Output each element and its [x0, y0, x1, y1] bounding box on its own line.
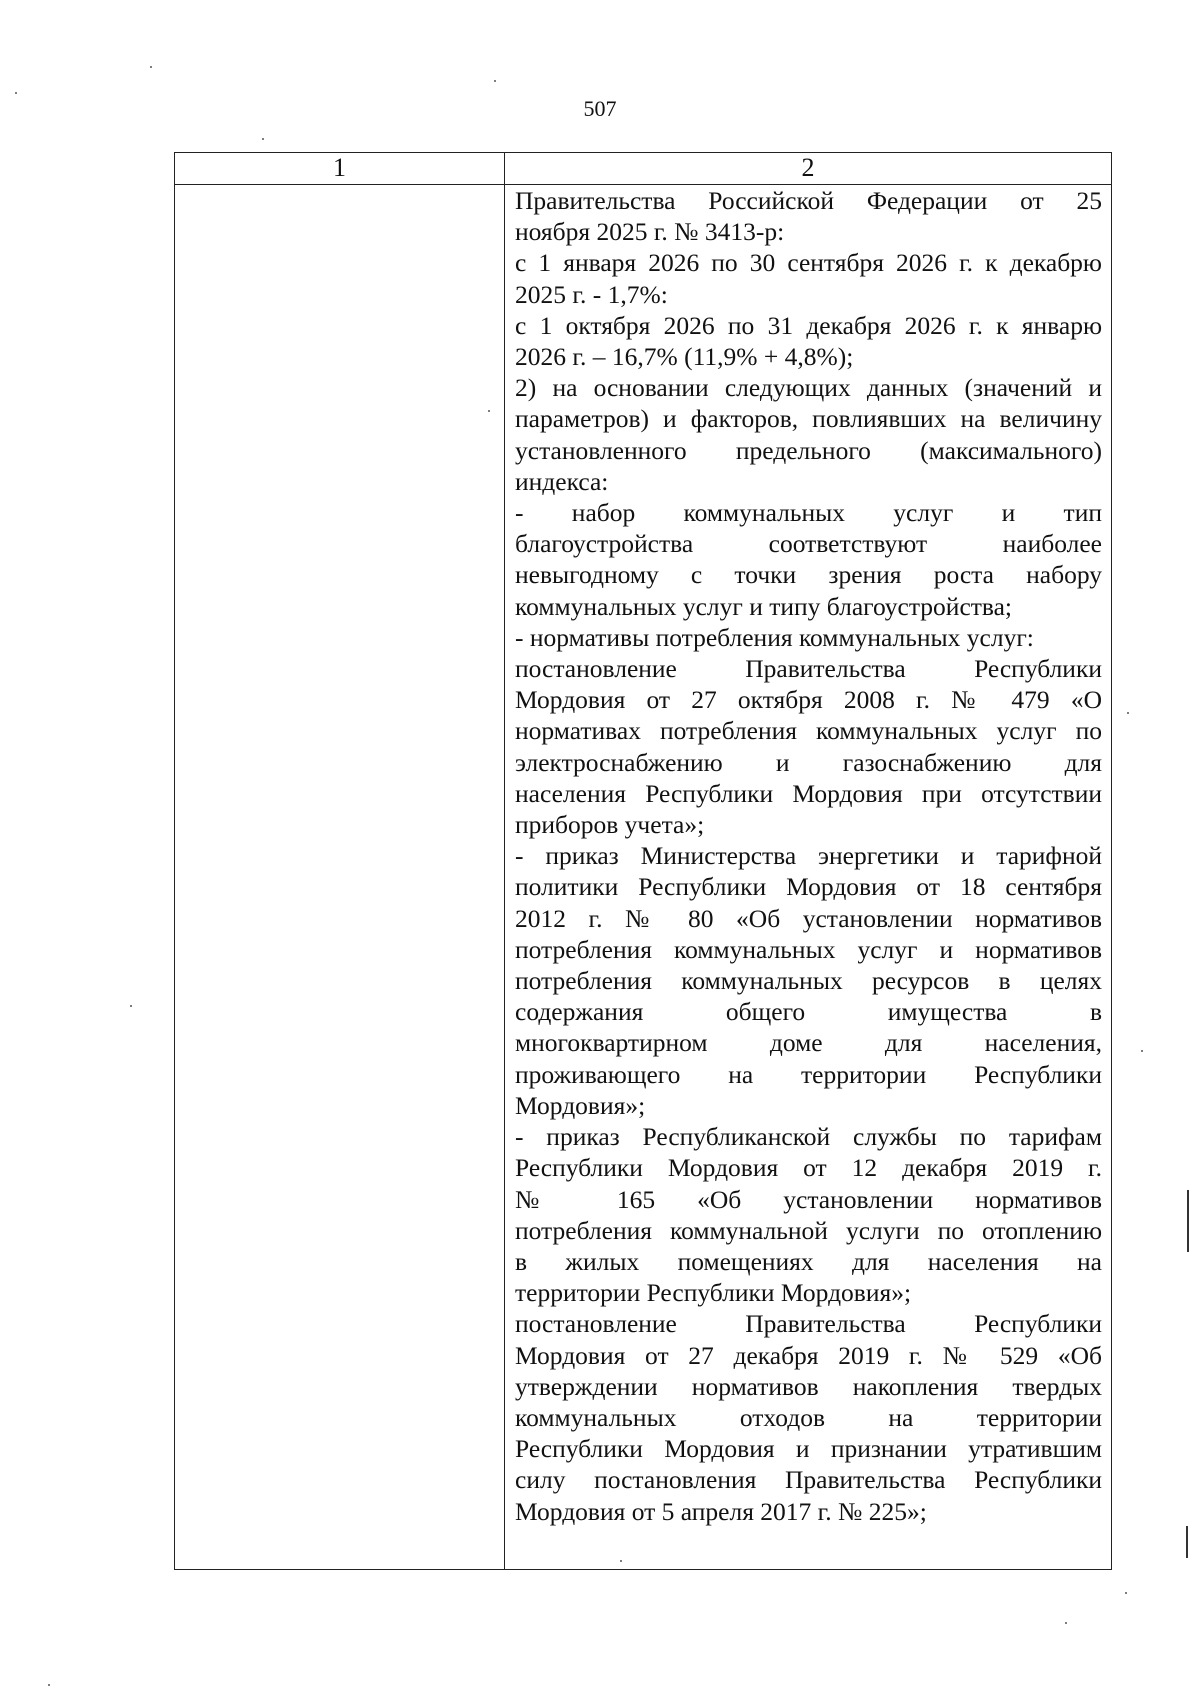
text-line: нормативах потребления коммунальных услуг по [515, 716, 1102, 746]
page-number: 507 [583, 96, 617, 121]
text-line: постановление Правительства Республики [515, 654, 1102, 684]
text-line: индекса: [515, 466, 609, 496]
text-line: Республики Мордовия от 12 декабря 2019 г. [515, 1153, 1102, 1183]
text-line: потребления коммунальных ресурсов в целях [515, 966, 1102, 996]
cell-text-block [515, 185, 1102, 1527]
text-line: установленного предельного (максимального) [515, 435, 1102, 465]
text-line: 2026 г. – 16,7% (11,9% + 4,8%); [515, 342, 854, 372]
text-line: 2025 г. - 1,7%: [515, 279, 668, 309]
text-line: постановление Правительства Республики [515, 1309, 1102, 1339]
text-line: благоустройства соответствуют наиболее [515, 529, 1102, 559]
text-line: потребления коммунальной услуги по отоплению [515, 1215, 1102, 1245]
text-line: 2012 г. № 80 «Об установлении нормативов [515, 903, 1102, 933]
table-row [175, 185, 1112, 1570]
scan-speck [1125, 1592, 1127, 1594]
text-line: ноября 2025 г. № 3413-р: [515, 217, 785, 247]
text-line: Республики Мордовия и признании утратившим [515, 1434, 1102, 1464]
text-line: Мордовия от 27 октября 2008 г. № 479 «О [515, 685, 1102, 715]
table-header-row [175, 153, 1112, 185]
scan-speck [494, 80, 496, 82]
scan-speck [488, 410, 490, 412]
text-line: - приказ Республиканской службы по тарифам [515, 1122, 1102, 1152]
text-line: Мордовия от 5 апреля 2017 г. № 225»; [515, 1496, 927, 1526]
text-line: коммунальных отходов на территории [515, 1402, 1102, 1432]
table-cell-col1 [175, 185, 505, 1570]
column-header-1: 1 [175, 153, 505, 185]
text-line: политики Республики Мордовия от 18 сентября [515, 872, 1102, 902]
scan-speck [130, 1005, 132, 1007]
scan-speck [1127, 712, 1129, 714]
text-line: с 1 октября 2026 по 31 декабря 2026 г. к январю [515, 310, 1102, 340]
scan-speck [48, 1684, 50, 1686]
text-line: - нормативы потребления коммунальных услуг: [515, 622, 1034, 652]
text-line: № 165 «Об установлении нормативов [515, 1184, 1102, 1214]
text-line: электроснабжению и газоснабжению для [515, 747, 1102, 777]
text-line: 2) на основании следующих данных (значений и [515, 373, 1102, 403]
text-line: - приказ Министерства энергетики и тарифной [515, 841, 1102, 871]
table-cell-col2 [505, 185, 1112, 1570]
text-line: - набор коммунальных услуг и тип [515, 498, 1102, 528]
text-line: параметров) и факторов, повлиявших на величину [515, 404, 1102, 434]
text-line: в жилых помещениях для населения на [515, 1246, 1102, 1276]
text-line: потребления коммунальных услуг и нормативов [515, 934, 1102, 964]
text-line: населения Республики Мордовия при отсутствии [515, 778, 1102, 808]
scan-edge-mark [1186, 1526, 1188, 1558]
scan-speck [262, 138, 264, 140]
text-line: коммунальных услуг и типу благоустройства; [515, 591, 1013, 621]
text-line: невыгодному с точки зрения роста набору [515, 560, 1102, 590]
column-header-2: 2 [505, 153, 1112, 185]
text-line: утверждении нормативов накопления твердых [515, 1371, 1102, 1401]
text-line: проживающего на территории Республики [515, 1059, 1102, 1089]
text-line: содержания общего имущества в [515, 997, 1102, 1027]
text-line: Мордовия от 27 декабря 2019 г. № 529 «Об [515, 1340, 1102, 1370]
text-line: многоквартирном доме для населения, [515, 1028, 1102, 1058]
text-line: силу постановления Правительства Республики [515, 1465, 1102, 1495]
text-line: с 1 января 2026 по 30 сентября 2026 г. к декабрю [515, 248, 1102, 278]
text-line: территории Республики Мордовия»; [515, 1278, 912, 1308]
text-line: приборов учета»; [515, 810, 705, 840]
scan-speck [1141, 1050, 1143, 1052]
document-table [174, 152, 1112, 1570]
scan-speck [620, 1560, 622, 1562]
scan-speck [15, 92, 17, 94]
scan-speck [150, 66, 152, 68]
scan-speck [1065, 1622, 1067, 1624]
scan-edge-mark [1187, 1190, 1189, 1252]
text-line: Мордовия»; [515, 1090, 646, 1120]
text-line: Правительства Российской Федерации от 25 [515, 186, 1102, 215]
